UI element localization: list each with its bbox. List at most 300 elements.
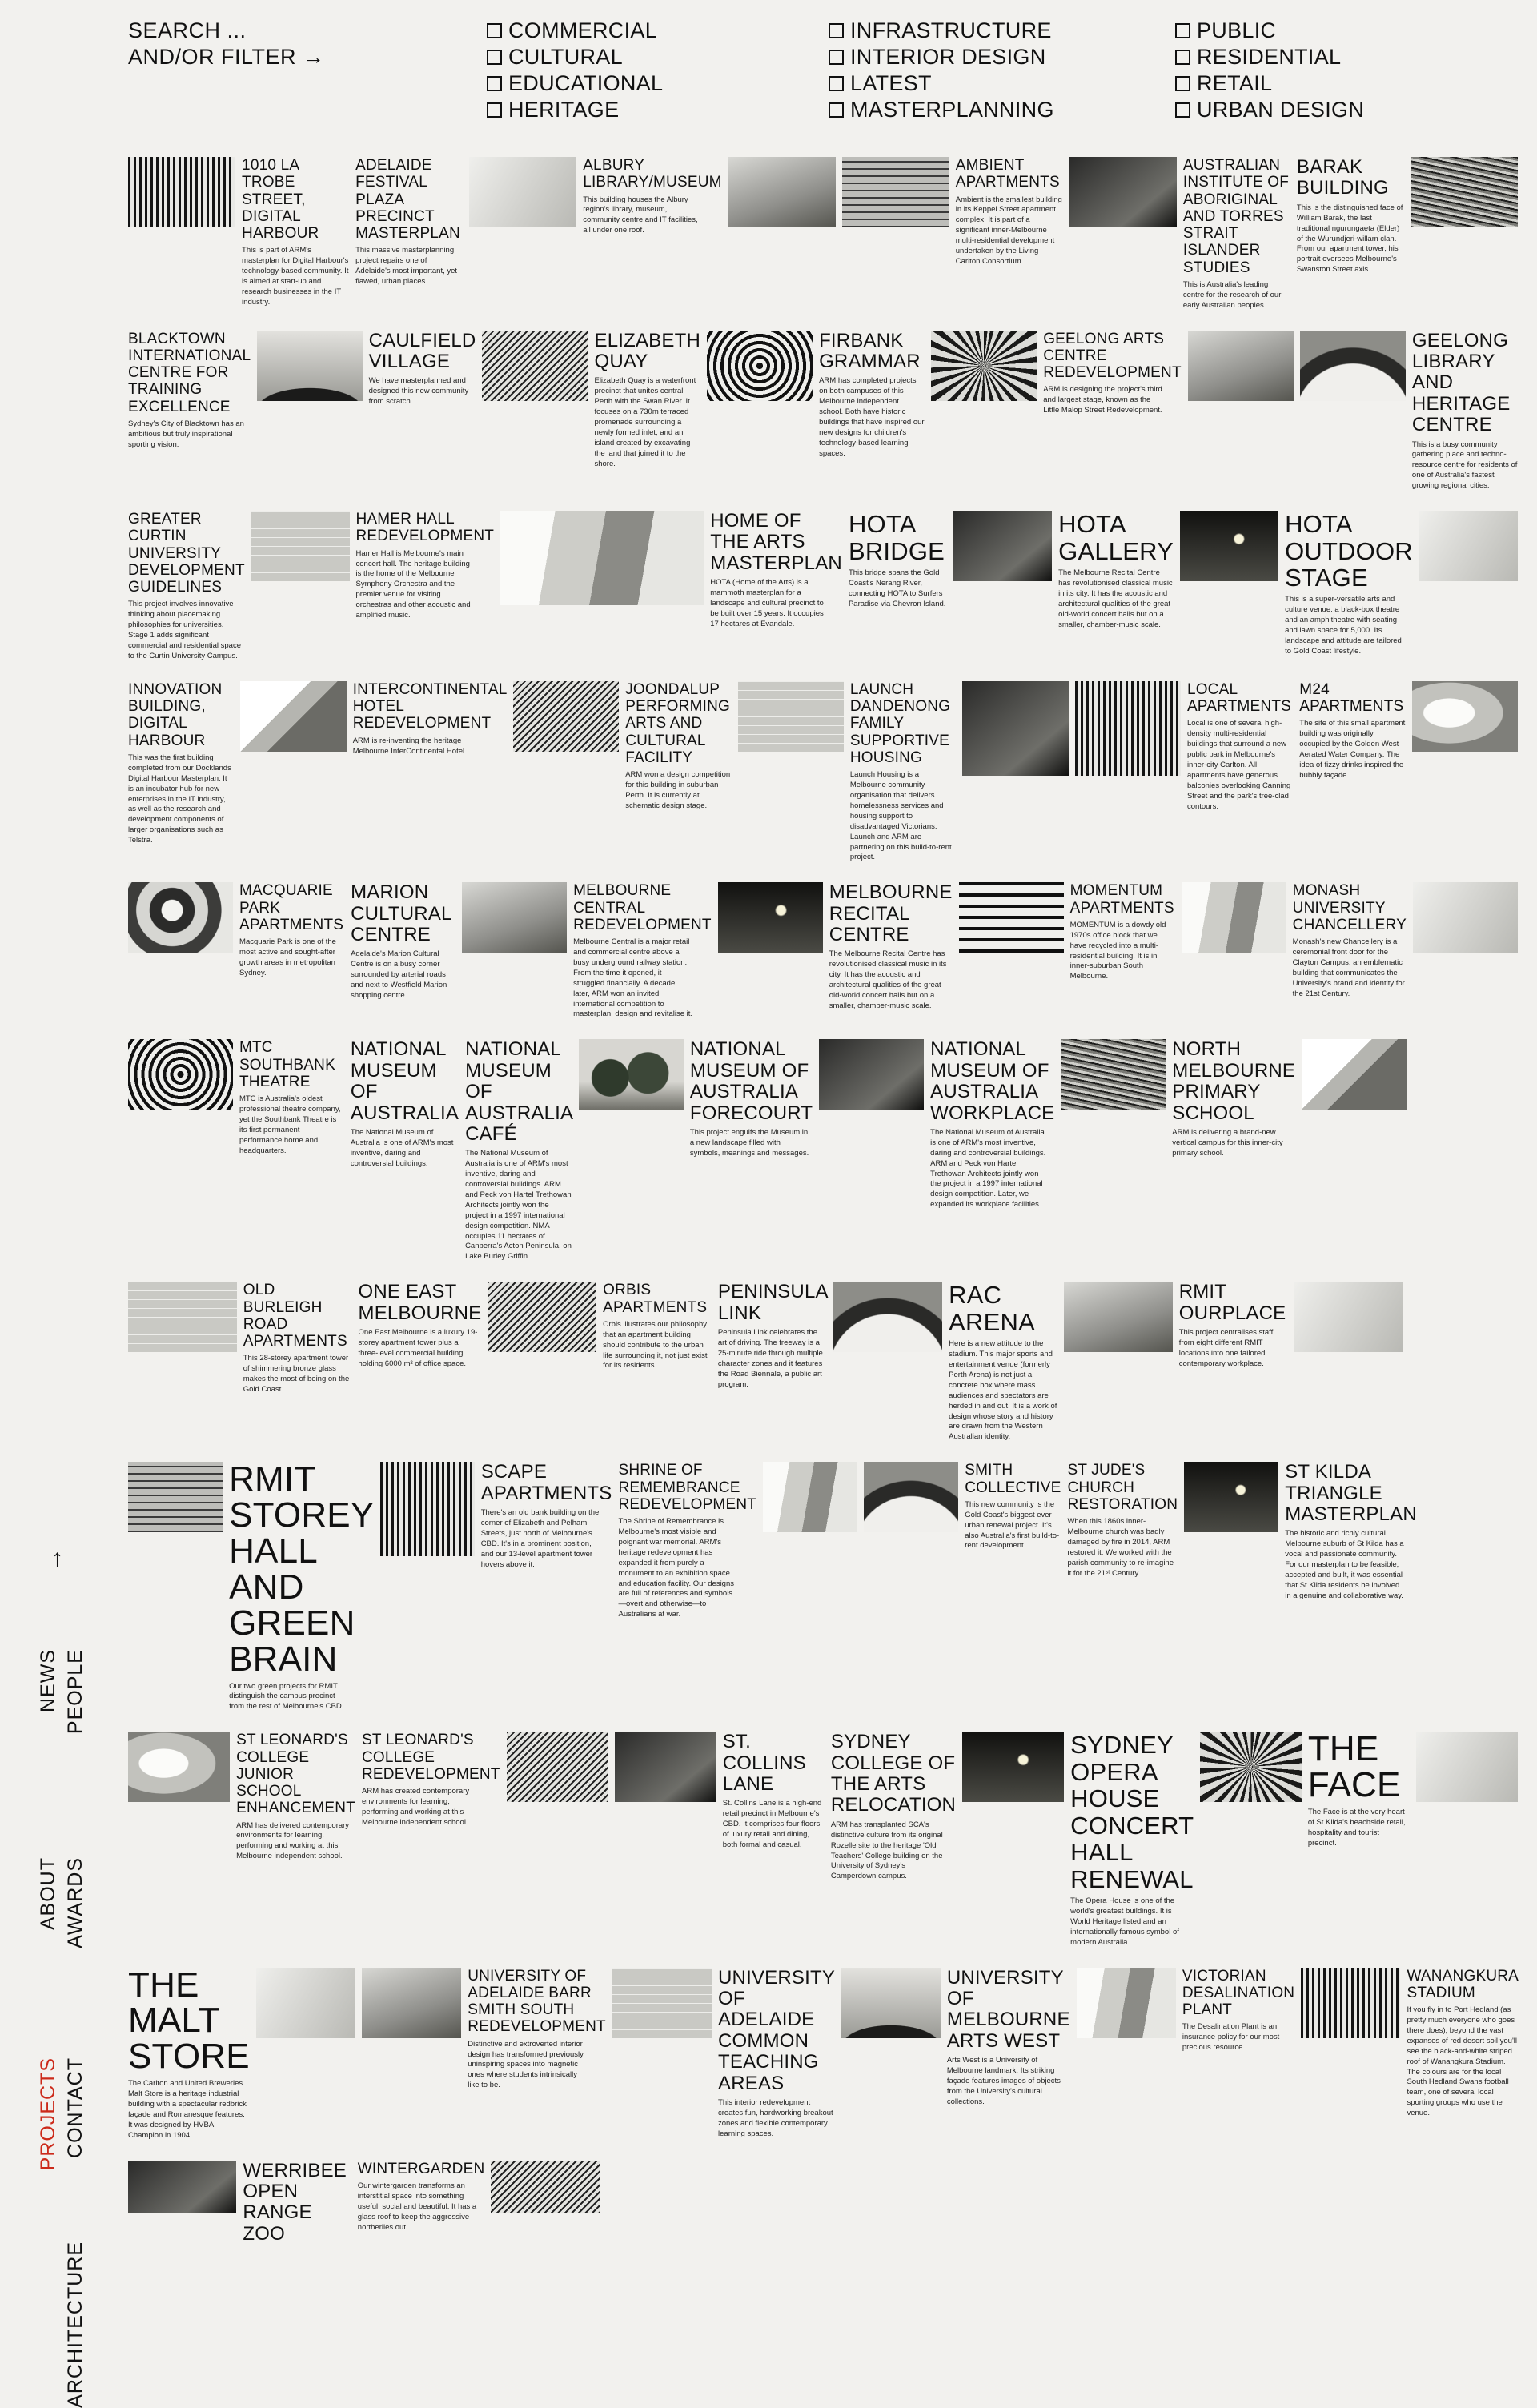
project-card-thumb[interactable] <box>1184 1457 1285 1727</box>
project-card-thumb[interactable] <box>833 1277 949 1457</box>
project-card[interactable] <box>625 676 737 877</box>
project-card-thumb[interactable] <box>491 2156 605 2264</box>
filter-cultural[interactable] <box>487 44 663 70</box>
project-card[interactable] <box>239 1034 351 1277</box>
project-card[interactable] <box>718 1963 841 2156</box>
project-card[interactable] <box>850 676 962 877</box>
project-title[interactable]: SYDNEY OPERA HOUSE CONCERT HALL RENEWAL <box>1070 1731 1194 1893</box>
project-title[interactable]: THE FACE <box>1307 1729 1401 1805</box>
project-thumbnail[interactable] <box>728 157 836 227</box>
project-desc: Elizabeth Quay is a waterfront precinct that unites central Perth with the Swan River. It focuses on a 730m terraced promenade surrounding a newly formed inlet, and an island created by excavating the land that joined it to the shore. <box>594 376 696 468</box>
project-card-thumb[interactable] <box>1075 676 1187 877</box>
project-card[interactable] <box>468 1963 612 2156</box>
project-card-thumb[interactable] <box>257 326 369 506</box>
project-card[interactable] <box>362 1727 507 1962</box>
project-thumbnail[interactable] <box>1188 331 1294 401</box>
project-desc: This bridge spans the Gold Coast's Nerang River, connecting HOTA to Surfers Paradise via Chevron Island. <box>848 568 946 608</box>
checkbox-icon[interactable] <box>829 50 844 65</box>
project-thumbnail[interactable] <box>128 1039 233 1110</box>
project-desc: This is Australia's leading centre for the research of our early Australian peoples. <box>1182 279 1282 310</box>
project-card[interactable] <box>1182 1963 1301 2156</box>
project-card-thumb[interactable] <box>612 1963 718 2156</box>
project-card[interactable] <box>819 326 931 506</box>
project-thumbnail[interactable] <box>841 1968 941 2038</box>
project-card-thumb[interactable] <box>842 152 956 326</box>
nav-news[interactable]: NEWS <box>37 1649 59 1712</box>
project-thumbnail[interactable] <box>1075 681 1181 776</box>
project-card-thumb[interactable] <box>1188 326 1300 506</box>
project-thumbnail[interactable] <box>128 157 235 227</box>
project-card[interactable] <box>239 877 351 1034</box>
project-thumbnail[interactable] <box>362 1968 461 2038</box>
project-card-thumb[interactable] <box>1294 1277 1409 1457</box>
project-thumbnail[interactable] <box>1412 681 1518 752</box>
project-card-thumb[interactable] <box>128 1277 243 1457</box>
project-title[interactable]: CAULFIELD VILLAGE <box>368 329 476 372</box>
project-thumbnail[interactable] <box>380 1462 475 1556</box>
project-card[interactable] <box>351 877 462 1034</box>
project-thumbnail[interactable] <box>1069 157 1177 227</box>
project-card-thumb[interactable] <box>931 326 1043 506</box>
project-card[interactable] <box>718 1277 834 1457</box>
project-card-thumb[interactable] <box>128 1457 229 1727</box>
project-thumbnail[interactable] <box>469 157 576 227</box>
project-card-thumb[interactable] <box>841 1963 947 2156</box>
filter-commercial[interactable] <box>487 18 663 44</box>
project-card-thumb[interactable] <box>1411 152 1524 326</box>
project-card[interactable] <box>831 1727 962 1962</box>
project-thumbnail[interactable] <box>953 511 1052 581</box>
project-title[interactable]: BARAK BUILDING <box>1296 156 1389 199</box>
filter-label: INFRASTRUCTURE <box>850 18 1052 42</box>
page-header <box>0 0 1537 152</box>
project-thumbnail[interactable] <box>1411 157 1518 227</box>
checkbox-icon[interactable] <box>487 50 502 65</box>
project-card-thumb[interactable] <box>1182 877 1293 1034</box>
search-label-line2: AND/OR FILTER → <box>128 44 325 69</box>
project-card[interactable] <box>1070 877 1182 1034</box>
filter-label: HERITAGE <box>508 97 620 122</box>
project-card[interactable] <box>965 1457 1067 1727</box>
project-title[interactable]: ST KILDA TRIANGLE MASTERPLAN <box>1285 1461 1417 1526</box>
project-thumbnail[interactable] <box>1419 511 1518 581</box>
project-thumbnail[interactable] <box>491 2161 599 2213</box>
project-title[interactable]: BLACKTOWN INTERNATIONAL CENTRE FOR TRAINING EXCELLENCE <box>128 330 251 415</box>
project-title[interactable]: ALBURY LIBRARY/MUSEUM <box>583 157 722 191</box>
project-thumbnail[interactable] <box>488 1282 596 1352</box>
project-title[interactable]: ST LEONARD'S COLLEGE REDEVELOPMENT <box>362 1732 500 1783</box>
project-thumbnail[interactable] <box>1061 1039 1166 1110</box>
project-desc: Sydney's City of Blacktown has an ambitious but truly inspirational sporting vision. <box>128 419 244 449</box>
project-card-thumb[interactable] <box>256 1963 362 2156</box>
project-card[interactable] <box>1308 1727 1416 1962</box>
project-card[interactable] <box>128 1963 256 2156</box>
project-desc: This is the distinguished face of William Barak, the last traditional ngurungaeta (Elder) of the Wurundjeri-willam clan. From our apartment tower, his portrait oversees Melbourne's Swanston Street axis. <box>1296 203 1403 275</box>
project-card[interactable] <box>1285 506 1419 676</box>
project-title[interactable]: THE MALT STORE <box>128 1965 250 2077</box>
project-thumbnail[interactable] <box>931 331 1037 401</box>
project-thumbnail[interactable] <box>842 157 949 227</box>
project-card-thumb[interactable] <box>469 152 583 326</box>
project-card[interactable] <box>1058 506 1180 676</box>
filter-educational[interactable] <box>487 70 663 97</box>
project-card[interactable] <box>1183 152 1297 326</box>
project-card-thumb[interactable] <box>1416 1727 1524 1962</box>
search-label-line1: SEARCH ... <box>128 18 247 42</box>
project-card-thumb[interactable] <box>482 326 594 506</box>
project-title[interactable]: MONASH UNIVERSITY CHANCELLERY <box>1292 882 1407 933</box>
project-title[interactable]: NATIONAL MUSEUM OF AUSTRALIA WORKPLACE <box>930 1038 1055 1124</box>
project-title[interactable]: SCAPE APARTMENTS <box>480 1461 612 1504</box>
project-thumbnail[interactable] <box>1200 1732 1302 1802</box>
project-card-thumb[interactable] <box>959 877 1070 1034</box>
project-row <box>0 1277 1537 1457</box>
project-card-thumb[interactable] <box>128 1034 239 1277</box>
project-card[interactable] <box>710 506 849 676</box>
project-thumbnail[interactable] <box>257 331 363 401</box>
project-title[interactable]: ONE EAST MELBOURNE <box>358 1281 482 1324</box>
project-desc: Local is one of several high-density multi-residential buildings that surround a new public park in Melbourne's inner-city Carlton. All apartments have generous balconies overlooking Canning Street and the park's tree-clad contours. <box>1186 719 1291 811</box>
project-card[interactable] <box>243 2156 357 2264</box>
project-card-thumb[interactable] <box>380 1457 481 1727</box>
project-title[interactable]: ST LEONARD'S COLLEGE JUNIOR SCHOOL ENHANCEMENT <box>236 1732 356 1817</box>
project-card[interactable] <box>236 1727 362 1962</box>
checkbox-icon[interactable] <box>487 102 502 118</box>
filter-urban-design[interactable] <box>1175 97 1364 123</box>
project-title[interactable]: WERRIBEE OPEN RANGE ZOO <box>243 2159 347 2245</box>
project-title[interactable]: HOME OF THE ARTS MASTERPLAN <box>710 510 842 574</box>
project-title[interactable]: GEELONG LIBRARY AND HERITAGE CENTRE <box>1411 329 1511 436</box>
project-desc: Launch Housing is a Melbourne community organisation that delivers homelessness services and housing support to disadvantaged Victorians. Launch and ARM are partnering on this build-to-rent project. <box>849 770 952 862</box>
project-thumbnail[interactable] <box>819 1039 924 1110</box>
project-title[interactable]: PENINSULA LINK <box>717 1281 828 1324</box>
nav-about[interactable]: ABOUT <box>37 1857 59 1931</box>
checkbox-icon[interactable] <box>1175 50 1190 65</box>
project-title[interactable]: HOTA BRIDGE <box>848 510 945 565</box>
project-card[interactable] <box>1067 1457 1184 1727</box>
project-card[interactable] <box>603 1277 718 1457</box>
nav-people[interactable]: PEOPLE <box>64 1649 86 1735</box>
project-card-thumb[interactable] <box>579 1034 690 1277</box>
project-desc: The Carlton and United Breweries Malt Store is a heritage industrial building with a spectacular redbrick façade and Romanesque features. It was designed by HVBA Champion in 1904. <box>128 2079 247 2140</box>
project-desc: The Melbourne Recital Centre has revolutionised classical music in its city. It has the acoustic and architectural qualities of the great old-world concert halls but on a smaller, chamber-music scale. <box>1058 568 1173 629</box>
checkbox-icon[interactable] <box>829 23 844 38</box>
project-card-thumb[interactable] <box>718 877 829 1034</box>
project-card[interactable] <box>128 326 257 506</box>
project-title[interactable]: MARION CULTURAL CENTRE <box>351 881 451 946</box>
project-card[interactable] <box>594 326 707 506</box>
project-title[interactable]: LAUNCH DANDENONG FAMILY SUPPORTIVE HOUSING <box>849 680 951 766</box>
nav-contact[interactable]: CONTACT <box>64 2057 86 2158</box>
project-card[interactable] <box>829 877 959 1034</box>
filter-masterplanning[interactable] <box>829 97 1054 123</box>
project-thumbnail[interactable] <box>1413 882 1518 953</box>
project-thumbnail[interactable] <box>738 681 844 752</box>
project-title[interactable]: JOONDALUP PERFORMING ARTS AND CULTURAL FACILITY <box>625 680 730 766</box>
project-title[interactable]: M24 APARTMENTS <box>1299 680 1404 716</box>
project-title[interactable]: RMIT OURPLACE <box>1178 1281 1286 1324</box>
project-thumbnail[interactable] <box>128 1462 223 1532</box>
project-thumbnail[interactable] <box>500 511 704 605</box>
project-thumbnail[interactable] <box>1184 1462 1278 1532</box>
project-title[interactable]: HOTA GALLERY <box>1058 510 1174 565</box>
project-title[interactable]: WINTERGARDEN <box>357 2160 485 2177</box>
project-card[interactable] <box>1187 676 1299 877</box>
project-thumbnail[interactable] <box>240 681 346 752</box>
project-title[interactable]: FIRBANK GRAMMAR <box>819 329 921 372</box>
project-card-thumb[interactable] <box>1300 326 1412 506</box>
project-thumbnail[interactable] <box>128 1282 237 1352</box>
project-card[interactable] <box>583 152 728 326</box>
project-title[interactable]: RAC ARENA <box>949 1281 1035 1336</box>
project-title[interactable]: 1010 LA TROBE STREET, DIGITAL HARBOUR <box>242 157 319 243</box>
project-card[interactable] <box>465 1034 579 1277</box>
project-title[interactable]: MELBOURNE CENTRAL REDEVELOPMENT <box>573 882 712 933</box>
project-thumbnail[interactable] <box>1416 1732 1518 1802</box>
project-thumbnail[interactable] <box>864 1462 958 1532</box>
project-title[interactable]: OLD BURLEIGH ROAD APARTMENTS <box>243 1282 347 1350</box>
project-card[interactable] <box>128 506 251 676</box>
project-card-thumb[interactable] <box>953 506 1058 676</box>
project-title[interactable]: MELBOURNE RECITAL CENTRE <box>829 881 953 946</box>
project-title[interactable]: RMIT STOREY HALL AND GREEN BRAIN <box>229 1459 374 1679</box>
project-title[interactable]: UNIVERSITY OF ADELAIDE BARR SMITH SOUTH REDEVELOPMENT <box>468 1967 606 2036</box>
project-thumbnail[interactable] <box>462 882 567 953</box>
project-card[interactable] <box>723 1727 831 1962</box>
project-card[interactable] <box>1070 1727 1200 1962</box>
project-desc: Our two green projects for RMIT distinguish the campus precinct from the rest of Melbourne's CBD. <box>229 1681 344 1712</box>
project-thumbnail[interactable] <box>1180 511 1278 581</box>
project-thumbnail[interactable] <box>718 882 823 953</box>
project-card-thumb[interactable] <box>128 1727 236 1962</box>
project-thumbnail[interactable] <box>1294 1282 1403 1352</box>
project-thumbnail[interactable] <box>1302 1039 1407 1110</box>
project-desc: The Melbourne Recital Centre has revolutionised classical music in its city. It has the acoustic and architectural qualities of the great old-world concert halls but on a smaller, chamber-music scale. <box>829 949 947 1011</box>
project-desc: We have masterplanned and designed this new community from scratch. <box>368 376 469 407</box>
filter-residential[interactable] <box>1175 44 1364 70</box>
project-thumbnail[interactable] <box>579 1039 684 1110</box>
project-card-thumb[interactable] <box>1061 1034 1172 1277</box>
project-title[interactable]: HAMER HALL REDEVELOPMENT <box>355 511 495 545</box>
filter-interior-design[interactable] <box>829 44 1054 70</box>
project-card[interactable] <box>356 506 501 676</box>
project-card-thumb[interactable] <box>819 1034 930 1277</box>
project-card[interactable] <box>1412 326 1524 506</box>
project-card-thumb[interactable] <box>1302 1034 1413 1277</box>
project-card-thumb[interactable] <box>615 1727 723 1962</box>
project-card-thumb[interactable] <box>500 506 710 676</box>
project-card-thumb[interactable] <box>128 877 239 1034</box>
project-card[interactable] <box>355 152 469 326</box>
scroll-up-arrow-icon[interactable]: ↑ <box>51 1545 63 1571</box>
project-desc: The Opera House is one of the world's greatest buildings. It is World Heritage listed and an internationally famous symbol of modern Australia. <box>1070 1896 1179 1947</box>
project-card-thumb[interactable] <box>462 877 573 1034</box>
project-title[interactable]: MTC SOUTHBANK THEATRE <box>239 1039 335 1090</box>
project-desc: St. Collins Lane is a high-end retail precinct in Melbourne's CBD. It comprises four floors of luxury retail and dining, both formal and casual. <box>722 1799 822 1850</box>
project-title[interactable]: ST. COLLINS LANE <box>722 1731 806 1796</box>
project-card[interactable] <box>1285 1457 1423 1727</box>
project-card-thumb[interactable] <box>1064 1277 1179 1457</box>
project-title[interactable]: GREATER CURTIN UNIVERSITY DEVELOPMENT GUIDELINES <box>128 511 245 596</box>
project-thumbnail[interactable] <box>251 511 349 581</box>
project-thumbnail[interactable] <box>615 1732 716 1802</box>
project-card[interactable] <box>1299 676 1411 877</box>
project-thumbnail[interactable] <box>128 1732 230 1802</box>
search-input[interactable] <box>128 18 325 70</box>
filter-latest[interactable] <box>829 70 1054 97</box>
project-card[interactable] <box>573 877 718 1034</box>
project-card[interactable] <box>1172 1034 1302 1277</box>
filter-label: PUBLIC <box>1197 18 1277 42</box>
project-card-thumb[interactable] <box>240 676 352 877</box>
project-card-thumb[interactable] <box>1200 1727 1308 1962</box>
project-card[interactable] <box>1293 877 1413 1034</box>
project-thumbnail[interactable] <box>612 1968 712 2038</box>
project-title[interactable]: WANANGKURA STADIUM <box>1407 1967 1518 2001</box>
project-thumbnail[interactable] <box>1064 1282 1173 1352</box>
project-thumbnail[interactable] <box>128 2161 236 2213</box>
project-card-thumb[interactable] <box>1180 506 1285 676</box>
project-card[interactable] <box>1043 326 1188 506</box>
project-card[interactable] <box>1179 1277 1294 1457</box>
project-title[interactable]: LOCAL APARTMENTS <box>1186 680 1292 716</box>
checkbox-icon[interactable] <box>487 76 502 91</box>
project-desc: Monash's new Chancellery is a ceremonial front door for the Clayton Campus: an emblematic building that communicates the University's brand and identity for the 21st Century. <box>1292 937 1405 998</box>
project-thumbnail[interactable] <box>833 1282 942 1352</box>
project-card-thumb[interactable] <box>488 1277 603 1457</box>
project-thumbnail[interactable] <box>962 681 1068 776</box>
project-title[interactable]: NORTH MELBOURNE PRIMARY SCHOOL <box>1172 1038 1296 1124</box>
project-card-thumb[interactable] <box>864 1457 965 1727</box>
nav-projects[interactable]: PROJECTS <box>37 2057 59 2171</box>
project-title[interactable]: INTERCONTINENTAL HOTEL REDEVELOPMENT <box>352 680 507 732</box>
filter-retail[interactable] <box>1175 70 1364 97</box>
project-thumbnail[interactable] <box>1300 331 1406 401</box>
filter-infrastructure[interactable] <box>829 18 1054 44</box>
project-title[interactable]: MOMENTUM APARTMENTS <box>1069 882 1174 917</box>
project-title[interactable]: VICTORIAN DESALINATION PLANT <box>1182 1967 1295 2019</box>
project-thumbnail[interactable] <box>1301 1968 1400 2038</box>
checkbox-icon[interactable] <box>829 102 844 118</box>
project-card[interactable] <box>358 2156 492 2264</box>
project-card[interactable] <box>351 1034 465 1277</box>
project-card[interactable] <box>618 1457 763 1727</box>
project-card[interactable] <box>229 1457 380 1727</box>
project-title[interactable]: INNOVATION BUILDING, DIGITAL HARBOUR <box>128 680 223 749</box>
project-card[interactable] <box>930 1034 1061 1277</box>
project-card-thumb[interactable] <box>1412 676 1524 877</box>
project-card-thumb[interactable] <box>763 1457 864 1727</box>
project-card[interactable] <box>243 1277 359 1457</box>
project-card[interactable] <box>690 1034 819 1277</box>
project-card-thumb[interactable] <box>128 152 242 326</box>
project-card[interactable] <box>128 676 240 877</box>
filter-public[interactable] <box>1175 18 1364 44</box>
project-thumbnail[interactable] <box>1182 882 1286 953</box>
project-card-thumb[interactable] <box>362 1963 468 2156</box>
project-card[interactable] <box>1297 152 1411 326</box>
project-card-thumb[interactable] <box>962 676 1074 877</box>
project-card[interactable] <box>359 1277 488 1457</box>
nav-awards[interactable]: AWARDS <box>64 1857 86 1948</box>
filter-heritage[interactable] <box>487 97 663 123</box>
project-title[interactable]: MACQUARIE PARK APARTMENTS <box>239 882 344 933</box>
project-desc: Here is a new attitude to the stadium. This major sports and entertainment venue (formerly Perth Arena) is not just a concrete box where mass audiences and spectators are herded in and out. It is a work of design whose story and history are drawn from the Western Australian identity. <box>949 1339 1057 1442</box>
filter-group-3 <box>1175 18 1364 123</box>
project-title[interactable]: ORBIS APARTMENTS <box>603 1282 708 1316</box>
project-title[interactable]: SYDNEY COLLEGE OF THE ARTS RELOCATION <box>830 1731 957 1816</box>
project-card[interactable] <box>481 1457 619 1727</box>
project-title[interactable]: UNIVERSITY OF MELBOURNE ARTS WEST <box>946 1966 1070 2052</box>
project-desc: Peninsula Link celebrates the art of driving. The freeway is a 25-minute ride through multiple character zones and it features the Road Biennale, a public art program. <box>717 1328 823 1389</box>
project-card-thumb[interactable] <box>1301 1963 1407 2156</box>
checkbox-icon[interactable] <box>829 76 844 91</box>
project-card-thumb[interactable] <box>728 152 842 326</box>
project-card[interactable] <box>369 326 483 506</box>
nav-architecture[interactable]: ARCHITECTURE <box>64 2241 86 2408</box>
project-title[interactable]: SMITH COLLECTIVE <box>965 1462 1061 1496</box>
project-card-thumb[interactable] <box>513 676 625 877</box>
project-title[interactable]: AUSTRALIAN INSTITUTE OF ABORIGINAL AND TORRES STRAIT ISLANDER STUDIES <box>1182 157 1290 276</box>
project-card-thumb[interactable] <box>128 2156 243 2264</box>
project-thumbnail[interactable] <box>513 681 619 752</box>
checkbox-icon[interactable] <box>487 23 502 38</box>
project-title[interactable]: SHRINE OF REMEMBRANCE REDEVELOPMENT <box>618 1462 757 1513</box>
project-card[interactable] <box>947 1963 1077 2156</box>
project-thumbnail[interactable] <box>128 882 233 953</box>
project-thumbnail[interactable] <box>482 331 588 401</box>
project-card[interactable] <box>353 676 513 877</box>
project-card-thumb[interactable] <box>507 1727 615 1962</box>
project-card[interactable] <box>1407 1963 1524 2156</box>
project-title[interactable]: ST JUDE'S CHURCH RESTORATION <box>1067 1462 1178 1513</box>
checkbox-icon[interactable] <box>1175 76 1190 91</box>
project-card-thumb[interactable] <box>1413 877 1524 1034</box>
checkbox-icon[interactable] <box>1175 23 1190 38</box>
project-card-thumb[interactable] <box>962 1727 1070 1962</box>
project-card[interactable] <box>949 1277 1064 1457</box>
project-card-thumb[interactable] <box>738 676 850 877</box>
project-card-thumb[interactable] <box>1069 152 1183 326</box>
project-thumbnail[interactable] <box>256 1968 355 2038</box>
project-card-thumb[interactable] <box>1419 506 1524 676</box>
project-card[interactable] <box>242 152 355 326</box>
project-title[interactable]: ADELAIDE FESTIVAL PLAZA PRECINCT MASTERPLAN <box>355 157 460 243</box>
project-thumbnail[interactable] <box>507 1732 608 1802</box>
project-row <box>0 1727 1537 1962</box>
project-thumbnail[interactable] <box>1077 1968 1176 2038</box>
project-card[interactable] <box>956 152 1069 326</box>
project-thumbnail[interactable] <box>763 1462 857 1532</box>
project-card-thumb[interactable] <box>1077 1963 1182 2156</box>
project-card[interactable] <box>849 506 953 676</box>
project-title[interactable]: NATIONAL MUSEUM OF AUSTRALIA <box>350 1038 459 1124</box>
project-title[interactable]: GEELONG ARTS CENTRE REDEVELOPMENT <box>1043 330 1182 382</box>
project-card-filler <box>1413 1034 1524 1277</box>
project-title[interactable]: ELIZABETH QUAY <box>594 329 700 372</box>
project-thumbnail[interactable] <box>959 882 1064 953</box>
checkbox-icon[interactable] <box>1175 102 1190 118</box>
project-title[interactable]: NATIONAL MUSEUM OF AUSTRALIA FORECOURT <box>689 1038 813 1124</box>
project-title[interactable]: AMBIENT APARTMENTS <box>955 157 1060 191</box>
project-thumbnail[interactable] <box>962 1732 1064 1802</box>
project-card-thumb[interactable] <box>251 506 355 676</box>
project-title[interactable]: NATIONAL MUSEUM OF AUSTRALIA CAFÉ <box>465 1038 572 1145</box>
project-title[interactable]: UNIVERSITY OF ADELAIDE COMMON TEACHING AREAS <box>718 1966 835 2094</box>
project-card-thumb[interactable] <box>707 326 819 506</box>
project-title[interactable]: HOTA OUTDOOR STAGE <box>1285 510 1413 592</box>
project-thumbnail[interactable] <box>707 331 813 401</box>
